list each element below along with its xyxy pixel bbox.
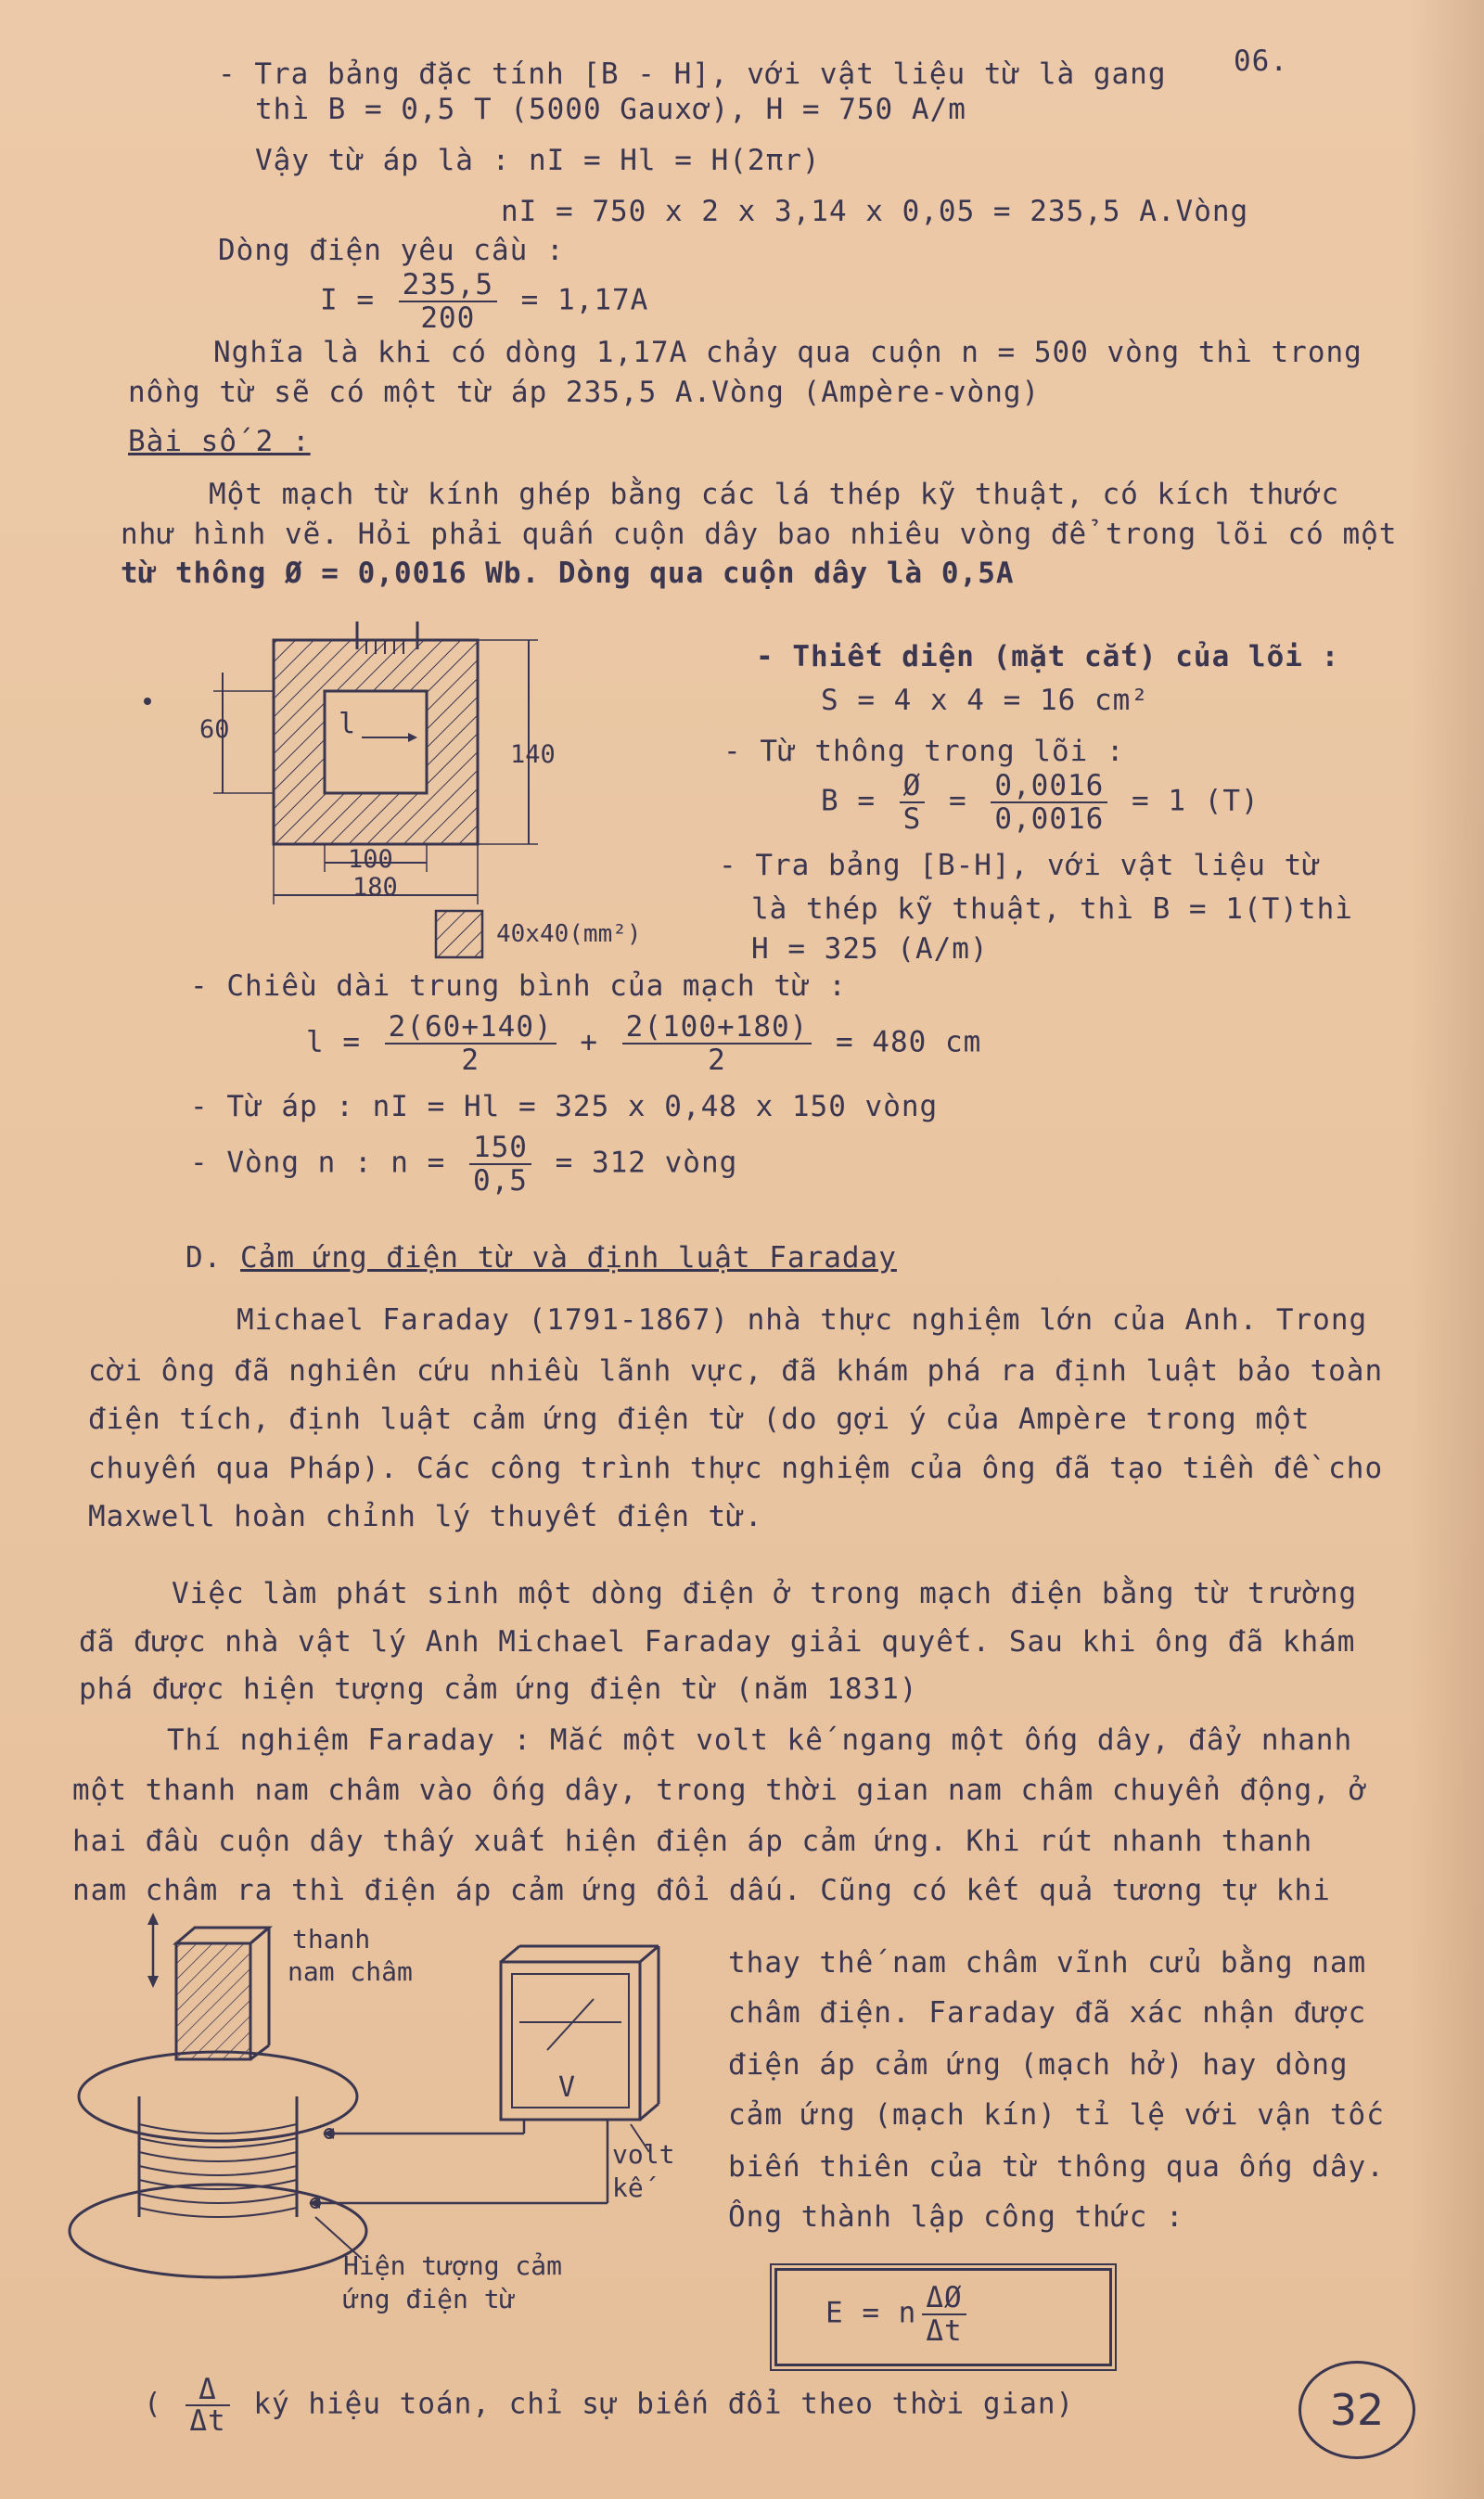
section-letter: D. xyxy=(186,1241,223,1275)
text-line: là thép kỹ thuật, thì B = 1(T)thì xyxy=(751,892,1353,926)
fraction-denominator: 0,5 xyxy=(472,1164,528,1198)
voltmeter-label: kế xyxy=(612,2172,644,2203)
formula-lhs: l = xyxy=(306,1025,361,1059)
paragraph-line: Ông thành lập công thức : xyxy=(728,2200,1184,2234)
fraction xyxy=(469,1132,531,1197)
text-line: nồng từ sẽ có một từ áp 235,5 A.Vòng (Ampère-vòng) xyxy=(128,376,1041,409)
fraction-denominator: 200 xyxy=(420,301,476,335)
bar-magnet-icon xyxy=(176,1928,269,2059)
paragraph-line: Michael Faraday (1791-1867) nhà thực nghiệm lớn của Anh. Trong xyxy=(237,1303,1368,1337)
paragraph-line: Việc làm phát sinh một dòng điện ở trong mạch điện bằng từ trường xyxy=(172,1577,1358,1610)
exercise-heading: Bài số 2 : xyxy=(128,425,311,458)
fraction-numerator: Ø xyxy=(900,770,926,803)
paragraph-line: chuyến qua Pháp). Các công trình thực nghiệm của ông đã tạo tiền đề cho xyxy=(88,1452,1384,1485)
coil-bottom-plate xyxy=(70,2185,366,2277)
text-line: từ thông Ø = 0,0016 Wb. Dòng qua cuộn dây là 0,5A xyxy=(121,557,1015,590)
magnet-label: thanh xyxy=(292,1924,371,1954)
text-line: Dòng điện yêu cầu : xyxy=(218,234,565,267)
section-title: Cảm ứng điện từ và định luật Faraday xyxy=(240,1241,897,1275)
paragraph-line: điện áp cảm ứng (mạch hở) hay dòng xyxy=(728,2048,1349,2082)
text-line: - Chiều dài trung bình của mạch từ : xyxy=(190,969,847,1003)
coil-base-plate xyxy=(79,2052,357,2141)
voltmeter-label: volt xyxy=(612,2139,675,2170)
formula-rhs: = 480 cm xyxy=(835,1025,982,1059)
text-line: Một mạch từ kính ghép bằng các lá thép kỹ thuật, có kích thước xyxy=(209,478,1340,511)
cross-section-label: 40x40(mm²) xyxy=(496,920,642,948)
fraction-numerator: 235,5 xyxy=(399,269,497,302)
coil-winding-icon xyxy=(139,2096,297,2217)
equals-sign: = xyxy=(949,784,967,818)
paragraph-line: hai đầu cuộn dây thấy xuất hiện điện áp cảm ứng. Khi rút nhanh thanh xyxy=(72,1825,1313,1858)
footnote xyxy=(144,2375,1074,2436)
text-line: S = 4 x 4 = 16 cm² xyxy=(821,684,1149,717)
fraction xyxy=(991,770,1107,835)
cross-section-square xyxy=(436,911,482,957)
core-window xyxy=(325,691,427,793)
fraction xyxy=(900,770,926,835)
paragraph-line: phá được hiện tượng cảm ứng điện từ (năm 1831) xyxy=(79,1672,918,1706)
mean-path-label: l xyxy=(339,708,356,740)
text-line: thì B = 0,5 T (5000 Gauxơ), H = 750 A/m xyxy=(255,93,966,126)
mean-length-formula xyxy=(306,1011,981,1076)
formula-lhs: I = xyxy=(320,283,375,317)
circled-page-number: 32 xyxy=(1298,2361,1415,2459)
text-line: - Từ áp : nI = Hl = 325 x 0,48 x 150 vòng xyxy=(190,1090,939,1123)
fraction-numerator: ΔØ xyxy=(922,2282,966,2315)
text-line: nI = 750 x 2 x 3,14 x 0,05 = 235,5 A.Vòng xyxy=(501,195,1249,228)
fraction-denominator: Δt xyxy=(189,2404,226,2438)
fraction-denominator: 0,0016 xyxy=(994,802,1105,836)
text-line: - Tra bảng [B-H], với vật liệu từ xyxy=(719,849,1321,882)
fraction-numerator: 2(60+140) xyxy=(385,1011,556,1044)
magnet-label: nam châm xyxy=(288,1956,413,1987)
fraction xyxy=(622,1011,812,1076)
paren: ( xyxy=(144,2387,162,2421)
fraction-numerator: Δ xyxy=(186,2375,229,2406)
dimension-60-label: 60 xyxy=(199,715,230,744)
formula-lhs: E = xyxy=(825,2296,880,2330)
paragraph-line: biến thiên của từ thông qua ống dây. xyxy=(728,2150,1385,2184)
fraction-denominator: Δt xyxy=(926,2314,963,2348)
dimension-180-label: 180 xyxy=(352,873,398,902)
fraction-denominator: S xyxy=(902,802,922,836)
dimension-100-label: 100 xyxy=(348,845,393,874)
fraction-numerator: 0,0016 xyxy=(991,770,1107,803)
footnote-text: ký hiệu toán, chỉ sự biến đổi theo thời gian) xyxy=(253,2387,1075,2421)
page-number: 06. xyxy=(1234,45,1288,78)
paragraph-line: cảm ứng (mạch kín) tỉ lệ với vận tốc xyxy=(728,2098,1385,2132)
faraday-experiment-figure xyxy=(56,1911,723,2319)
paragraph-line: thay thế nam châm vĩnh cửu bằng nam xyxy=(728,1946,1367,1980)
fraction xyxy=(399,269,497,334)
formula-rhs: = 1 (T) xyxy=(1132,784,1260,818)
pointer-arrow xyxy=(315,2217,362,2259)
voltmeter-letter: V xyxy=(558,2071,576,2104)
plus-sign: + xyxy=(580,1025,598,1059)
text-line: như hình vẽ. Hỏi phải quấn cuộn dây bao nhiêu vòng để trong lõi có một xyxy=(121,518,1398,551)
paragraph-line: nam châm ra thì điện áp cảm ứng đổi dấu. Cũng có kết quả tương tự khi xyxy=(72,1874,1331,1907)
turns-formula xyxy=(190,1132,737,1197)
figure-caption: Hiện tượng cảm xyxy=(343,2250,563,2281)
voltmeter-icon xyxy=(501,1946,659,2120)
formula-rhs: = 1,17A xyxy=(520,283,649,317)
faraday-formula xyxy=(825,2282,972,2347)
arrow-down-icon xyxy=(147,1976,159,1988)
formula-rhs: = 312 vòng xyxy=(555,1146,738,1180)
paragraph-line: châm điện. Faraday đã xác nhận được xyxy=(728,1996,1367,2030)
formula-lhs: B = xyxy=(821,784,876,818)
fraction xyxy=(186,2375,229,2436)
text-line: - Tra bảng đặc tính [B - H], với vật liệu từ là gang xyxy=(218,58,1167,91)
paragraph-line: cời ông đã nghiên cứu nhiều lãnh vực, đã khám phá ra định luật bảo toàn xyxy=(88,1354,1384,1388)
paragraph-line: đã được nhà vật lý Anh Michael Faraday giải quyết. Sau khi ông đã khám xyxy=(79,1625,1356,1659)
text-line: - Thiết diện (mặt cắt) của lõi : xyxy=(756,640,1340,673)
fraction-numerator: 150 xyxy=(469,1132,531,1165)
fraction-numerator: 2(100+180) xyxy=(622,1011,812,1044)
fraction xyxy=(922,2282,966,2347)
paragraph-line: Maxwell hoàn chỉnh lý thuyết điện từ. xyxy=(88,1500,763,1533)
formula-coefficient: n xyxy=(898,2296,917,2330)
formula-lhs: - Vòng n : n = xyxy=(190,1146,446,1180)
current-formula xyxy=(320,269,648,334)
magnetic-core-figure xyxy=(139,612,714,965)
paragraph-line: Thí nghiệm Faraday : Mắc một volt kế ngang một ống dây, đẩy nhanh xyxy=(167,1724,1353,1757)
text-line: Nghĩa là khi có dòng 1,17A chảy qua cuộn n = 500 vòng thì trong xyxy=(213,336,1362,369)
arrow-up-icon xyxy=(147,1913,159,1925)
paragraph-line: điện tích, định luật cảm ứng điện từ (do gợi ý của Ampère trong một xyxy=(88,1403,1311,1436)
text-line: Vậy từ áp là : nI = Hl = H(2πr) xyxy=(255,144,821,177)
dimension-140-label: 140 xyxy=(510,740,556,769)
fraction-denominator: 2 xyxy=(708,1044,726,1077)
section-heading xyxy=(186,1241,897,1275)
flux-formula xyxy=(821,770,1260,835)
fraction-denominator: 2 xyxy=(461,1044,480,1077)
text-line: - Từ thông trong lõi : xyxy=(723,735,1125,768)
text-line: H = 325 (A/m) xyxy=(751,932,989,966)
bullet-dot-icon xyxy=(144,698,151,705)
paragraph-line: một thanh nam châm vào ống dây, trong thời gian nam châm chuyển động, ở xyxy=(72,1774,1368,1807)
figure-caption: ứng điện từ xyxy=(343,2284,516,2314)
fraction xyxy=(385,1011,556,1076)
